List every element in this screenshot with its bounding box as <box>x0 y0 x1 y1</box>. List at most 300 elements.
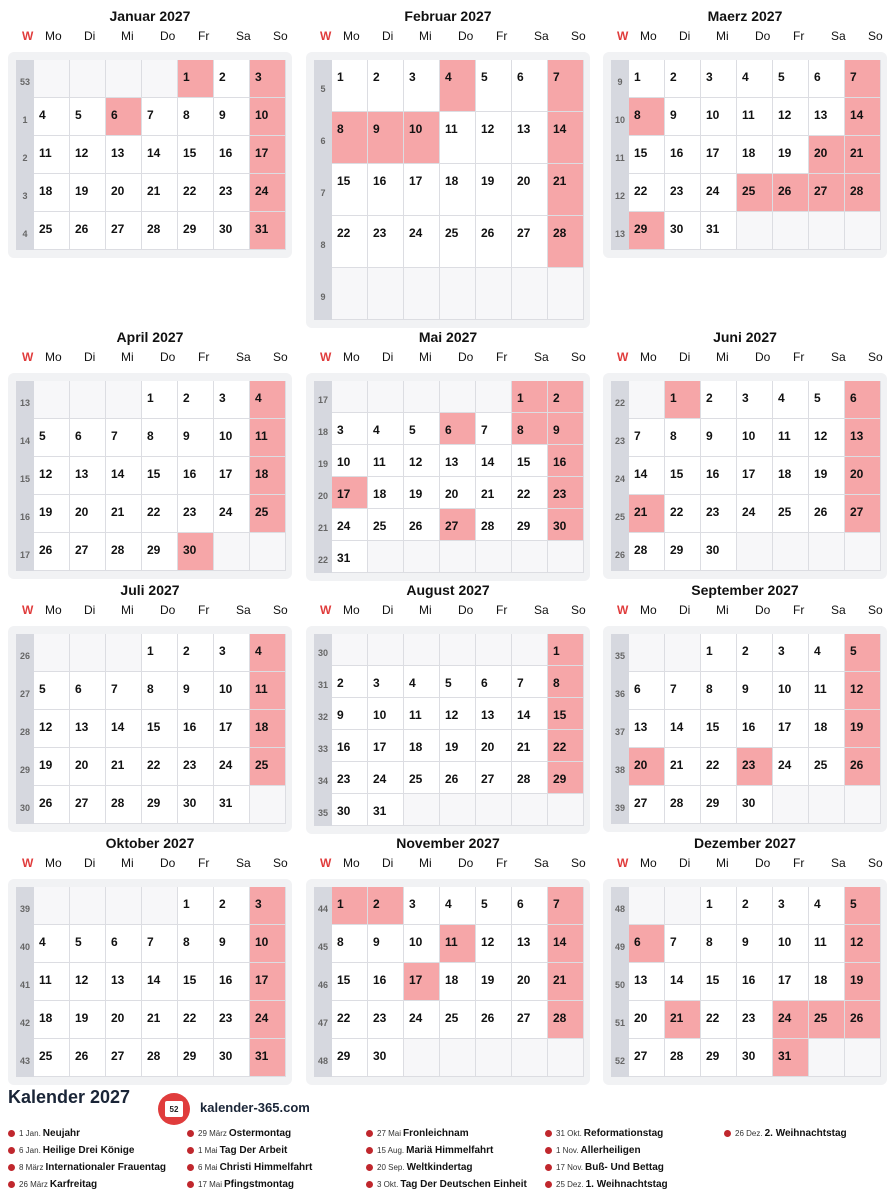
day-cell[interactable] <box>629 925 665 963</box>
day-cell[interactable] <box>809 672 845 710</box>
day-cell[interactable] <box>548 963 584 1001</box>
day-cell[interactable] <box>512 762 548 794</box>
day-cell[interactable] <box>737 672 773 710</box>
day-cell[interactable] <box>737 963 773 1001</box>
day-cell[interactable] <box>106 419 142 457</box>
day-cell[interactable] <box>737 419 773 457</box>
day-cell[interactable] <box>214 963 250 1001</box>
day-cell[interactable] <box>34 1039 70 1077</box>
day-cell[interactable] <box>70 419 106 457</box>
day-cell[interactable] <box>250 963 286 1001</box>
day-cell[interactable] <box>773 457 809 495</box>
day-cell[interactable] <box>178 60 214 98</box>
day-cell[interactable] <box>512 730 548 762</box>
day-cell[interactable] <box>34 174 70 212</box>
day-cell[interactable] <box>737 60 773 98</box>
day-cell[interactable] <box>809 1001 845 1039</box>
day-cell[interactable] <box>809 634 845 672</box>
day-cell[interactable] <box>250 1001 286 1039</box>
day-cell[interactable] <box>548 477 584 509</box>
day-cell[interactable] <box>440 1001 476 1039</box>
day-cell[interactable] <box>629 212 665 250</box>
day-cell[interactable] <box>214 495 250 533</box>
day-cell[interactable] <box>845 457 881 495</box>
day-cell[interactable] <box>845 963 881 1001</box>
day-cell[interactable] <box>70 495 106 533</box>
day-cell[interactable] <box>665 748 701 786</box>
day-cell[interactable] <box>250 136 286 174</box>
day-cell[interactable] <box>809 748 845 786</box>
day-cell[interactable] <box>142 533 178 571</box>
day-cell[interactable] <box>809 381 845 419</box>
day-cell[interactable] <box>701 136 737 174</box>
day-cell[interactable] <box>142 748 178 786</box>
day-cell[interactable] <box>809 963 845 1001</box>
day-cell[interactable] <box>332 794 368 826</box>
day-cell[interactable] <box>512 164 548 216</box>
day-cell[interactable] <box>665 1039 701 1077</box>
day-cell[interactable] <box>214 887 250 925</box>
day-cell[interactable] <box>178 786 214 824</box>
day-cell[interactable] <box>665 925 701 963</box>
day-cell[interactable] <box>548 509 584 541</box>
day-cell[interactable] <box>404 509 440 541</box>
day-cell[interactable] <box>332 1001 368 1039</box>
day-cell[interactable] <box>701 381 737 419</box>
day-cell[interactable] <box>629 1039 665 1077</box>
day-cell[interactable] <box>512 1001 548 1039</box>
day-cell[interactable] <box>440 112 476 164</box>
day-cell[interactable] <box>701 457 737 495</box>
day-cell[interactable] <box>178 533 214 571</box>
day-cell[interactable] <box>548 164 584 216</box>
day-cell[interactable] <box>440 445 476 477</box>
day-cell[interactable] <box>665 495 701 533</box>
day-cell[interactable] <box>512 445 548 477</box>
day-cell[interactable] <box>629 174 665 212</box>
day-cell[interactable] <box>250 212 286 250</box>
day-cell[interactable] <box>845 381 881 419</box>
day-cell[interactable] <box>512 698 548 730</box>
day-cell[interactable] <box>106 1001 142 1039</box>
day-cell[interactable] <box>404 666 440 698</box>
day-cell[interactable] <box>548 381 584 413</box>
day-cell[interactable] <box>440 730 476 762</box>
day-cell[interactable] <box>701 748 737 786</box>
day-cell[interactable] <box>845 672 881 710</box>
day-cell[interactable] <box>178 419 214 457</box>
day-cell[interactable] <box>548 925 584 963</box>
day-cell[interactable] <box>250 887 286 925</box>
day-cell[interactable] <box>701 887 737 925</box>
day-cell[interactable] <box>512 60 548 112</box>
day-cell[interactable] <box>368 413 404 445</box>
day-cell[interactable] <box>332 762 368 794</box>
day-cell[interactable] <box>845 419 881 457</box>
day-cell[interactable] <box>142 136 178 174</box>
day-cell[interactable] <box>142 710 178 748</box>
day-cell[interactable] <box>142 1001 178 1039</box>
day-cell[interactable] <box>665 174 701 212</box>
day-cell[interactable] <box>701 672 737 710</box>
day-cell[interactable] <box>512 666 548 698</box>
day-cell[interactable] <box>214 925 250 963</box>
day-cell[interactable] <box>845 710 881 748</box>
day-cell[interactable] <box>214 1001 250 1039</box>
day-cell[interactable] <box>368 794 404 826</box>
day-cell[interactable] <box>34 1001 70 1039</box>
day-cell[interactable] <box>629 748 665 786</box>
day-cell[interactable] <box>440 925 476 963</box>
day-cell[interactable] <box>178 136 214 174</box>
day-cell[interactable] <box>512 887 548 925</box>
day-cell[interactable] <box>440 477 476 509</box>
day-cell[interactable] <box>34 495 70 533</box>
day-cell[interactable] <box>476 164 512 216</box>
day-cell[interactable] <box>332 445 368 477</box>
day-cell[interactable] <box>106 98 142 136</box>
day-cell[interactable] <box>34 963 70 1001</box>
day-cell[interactable] <box>250 457 286 495</box>
day-cell[interactable] <box>34 136 70 174</box>
day-cell[interactable] <box>332 60 368 112</box>
day-cell[interactable] <box>665 98 701 136</box>
day-cell[interactable] <box>629 1001 665 1039</box>
day-cell[interactable] <box>368 730 404 762</box>
day-cell[interactable] <box>178 887 214 925</box>
day-cell[interactable] <box>476 963 512 1001</box>
day-cell[interactable] <box>142 925 178 963</box>
day-cell[interactable] <box>178 381 214 419</box>
day-cell[interactable] <box>178 457 214 495</box>
day-cell[interactable] <box>476 730 512 762</box>
day-cell[interactable] <box>368 698 404 730</box>
day-cell[interactable] <box>629 672 665 710</box>
day-cell[interactable] <box>701 60 737 98</box>
day-cell[interactable] <box>701 786 737 824</box>
day-cell[interactable] <box>368 762 404 794</box>
day-cell[interactable] <box>476 477 512 509</box>
day-cell[interactable] <box>737 748 773 786</box>
day-cell[interactable] <box>214 174 250 212</box>
day-cell[interactable] <box>368 1039 404 1077</box>
day-cell[interactable] <box>809 136 845 174</box>
day-cell[interactable] <box>773 887 809 925</box>
day-cell[interactable] <box>332 112 368 164</box>
day-cell[interactable] <box>665 60 701 98</box>
day-cell[interactable] <box>629 533 665 571</box>
day-cell[interactable] <box>809 710 845 748</box>
day-cell[interactable] <box>332 887 368 925</box>
day-cell[interactable] <box>178 710 214 748</box>
day-cell[interactable] <box>773 963 809 1001</box>
day-cell[interactable] <box>106 748 142 786</box>
day-cell[interactable] <box>629 60 665 98</box>
day-cell[interactable] <box>250 60 286 98</box>
day-cell[interactable] <box>404 925 440 963</box>
day-cell[interactable] <box>332 164 368 216</box>
day-cell[interactable] <box>701 925 737 963</box>
day-cell[interactable] <box>106 710 142 748</box>
day-cell[interactable] <box>737 710 773 748</box>
day-cell[interactable] <box>440 887 476 925</box>
day-cell[interactable] <box>512 509 548 541</box>
day-cell[interactable] <box>34 98 70 136</box>
day-cell[interactable] <box>178 174 214 212</box>
day-cell[interactable] <box>737 634 773 672</box>
day-cell[interactable] <box>548 762 584 794</box>
calendar-logo-icon[interactable] <box>158 1093 190 1125</box>
day-cell[interactable] <box>214 710 250 748</box>
day-cell[interactable] <box>512 381 548 413</box>
day-cell[interactable] <box>773 672 809 710</box>
day-cell[interactable] <box>737 786 773 824</box>
day-cell[interactable] <box>332 216 368 268</box>
day-cell[interactable] <box>332 413 368 445</box>
day-cell[interactable] <box>34 710 70 748</box>
day-cell[interactable] <box>106 672 142 710</box>
site-link[interactable]: kalender-365.com <box>200 1100 310 1115</box>
day-cell[interactable] <box>214 60 250 98</box>
day-cell[interactable] <box>70 174 106 212</box>
day-cell[interactable] <box>476 762 512 794</box>
day-cell[interactable] <box>368 477 404 509</box>
day-cell[interactable] <box>701 174 737 212</box>
day-cell[interactable] <box>332 925 368 963</box>
day-cell[interactable] <box>142 495 178 533</box>
day-cell[interactable] <box>845 136 881 174</box>
day-cell[interactable] <box>142 786 178 824</box>
day-cell[interactable] <box>773 925 809 963</box>
day-cell[interactable] <box>70 212 106 250</box>
day-cell[interactable] <box>512 963 548 1001</box>
day-cell[interactable] <box>214 457 250 495</box>
day-cell[interactable] <box>404 1001 440 1039</box>
day-cell[interactable] <box>34 419 70 457</box>
day-cell[interactable] <box>250 1039 286 1077</box>
day-cell[interactable] <box>404 445 440 477</box>
day-cell[interactable] <box>512 925 548 963</box>
day-cell[interactable] <box>845 634 881 672</box>
day-cell[interactable] <box>34 457 70 495</box>
day-cell[interactable] <box>737 1039 773 1077</box>
day-cell[interactable] <box>629 495 665 533</box>
day-cell[interactable] <box>34 748 70 786</box>
day-cell[interactable] <box>34 672 70 710</box>
day-cell[interactable] <box>404 413 440 445</box>
day-cell[interactable] <box>70 786 106 824</box>
day-cell[interactable] <box>548 887 584 925</box>
day-cell[interactable] <box>845 495 881 533</box>
day-cell[interactable] <box>214 212 250 250</box>
day-cell[interactable] <box>368 925 404 963</box>
day-cell[interactable] <box>106 136 142 174</box>
day-cell[interactable] <box>404 477 440 509</box>
day-cell[interactable] <box>250 98 286 136</box>
day-cell[interactable] <box>665 533 701 571</box>
day-cell[interactable] <box>214 381 250 419</box>
day-cell[interactable] <box>106 495 142 533</box>
day-cell[interactable] <box>332 730 368 762</box>
day-cell[interactable] <box>142 419 178 457</box>
day-cell[interactable] <box>404 730 440 762</box>
day-cell[interactable] <box>404 698 440 730</box>
day-cell[interactable] <box>178 748 214 786</box>
day-cell[interactable] <box>250 495 286 533</box>
day-cell[interactable] <box>404 887 440 925</box>
day-cell[interactable] <box>476 887 512 925</box>
day-cell[interactable] <box>701 533 737 571</box>
day-cell[interactable] <box>845 174 881 212</box>
day-cell[interactable] <box>773 381 809 419</box>
day-cell[interactable] <box>548 112 584 164</box>
day-cell[interactable] <box>629 419 665 457</box>
day-cell[interactable] <box>70 963 106 1001</box>
day-cell[interactable] <box>737 495 773 533</box>
day-cell[interactable] <box>476 666 512 698</box>
day-cell[interactable] <box>512 477 548 509</box>
day-cell[interactable] <box>142 457 178 495</box>
day-cell[interactable] <box>440 413 476 445</box>
day-cell[interactable] <box>809 174 845 212</box>
day-cell[interactable] <box>214 786 250 824</box>
day-cell[interactable] <box>70 710 106 748</box>
day-cell[interactable] <box>34 533 70 571</box>
day-cell[interactable] <box>548 60 584 112</box>
day-cell[interactable] <box>214 748 250 786</box>
day-cell[interactable] <box>178 495 214 533</box>
day-cell[interactable] <box>701 963 737 1001</box>
day-cell[interactable] <box>34 212 70 250</box>
day-cell[interactable] <box>476 413 512 445</box>
day-cell[interactable] <box>773 174 809 212</box>
day-cell[interactable] <box>845 748 881 786</box>
day-cell[interactable] <box>737 457 773 495</box>
day-cell[interactable] <box>368 666 404 698</box>
day-cell[interactable] <box>476 112 512 164</box>
day-cell[interactable] <box>773 98 809 136</box>
day-cell[interactable] <box>773 419 809 457</box>
day-cell[interactable] <box>368 164 404 216</box>
day-cell[interactable] <box>665 419 701 457</box>
day-cell[interactable] <box>142 212 178 250</box>
day-cell[interactable] <box>737 925 773 963</box>
day-cell[interactable] <box>701 710 737 748</box>
day-cell[interactable] <box>773 1001 809 1039</box>
day-cell[interactable] <box>250 634 286 672</box>
day-cell[interactable] <box>332 1039 368 1077</box>
day-cell[interactable] <box>701 1001 737 1039</box>
day-cell[interactable] <box>665 212 701 250</box>
day-cell[interactable] <box>214 634 250 672</box>
day-cell[interactable] <box>701 419 737 457</box>
day-cell[interactable] <box>440 60 476 112</box>
day-cell[interactable] <box>548 730 584 762</box>
day-cell[interactable] <box>476 1001 512 1039</box>
day-cell[interactable] <box>142 672 178 710</box>
day-cell[interactable] <box>809 495 845 533</box>
day-cell[interactable] <box>737 1001 773 1039</box>
day-cell[interactable] <box>178 672 214 710</box>
day-cell[interactable] <box>332 541 368 573</box>
day-cell[interactable] <box>214 98 250 136</box>
day-cell[interactable] <box>404 762 440 794</box>
day-cell[interactable] <box>440 762 476 794</box>
day-cell[interactable] <box>368 112 404 164</box>
day-cell[interactable] <box>70 748 106 786</box>
day-cell[interactable] <box>773 60 809 98</box>
day-cell[interactable] <box>142 98 178 136</box>
day-cell[interactable] <box>214 136 250 174</box>
day-cell[interactable] <box>106 786 142 824</box>
day-cell[interactable] <box>178 98 214 136</box>
day-cell[interactable] <box>809 925 845 963</box>
day-cell[interactable] <box>70 672 106 710</box>
day-cell[interactable] <box>476 445 512 477</box>
day-cell[interactable] <box>70 136 106 174</box>
day-cell[interactable] <box>142 963 178 1001</box>
day-cell[interactable] <box>440 698 476 730</box>
day-cell[interactable] <box>809 98 845 136</box>
day-cell[interactable] <box>701 212 737 250</box>
day-cell[interactable] <box>70 1001 106 1039</box>
day-cell[interactable] <box>368 1001 404 1039</box>
day-cell[interactable] <box>440 666 476 698</box>
day-cell[interactable] <box>106 174 142 212</box>
day-cell[interactable] <box>70 457 106 495</box>
day-cell[interactable] <box>737 174 773 212</box>
day-cell[interactable] <box>178 1039 214 1077</box>
day-cell[interactable] <box>106 963 142 1001</box>
day-cell[interactable] <box>629 98 665 136</box>
day-cell[interactable] <box>368 887 404 925</box>
day-cell[interactable] <box>548 666 584 698</box>
day-cell[interactable] <box>665 710 701 748</box>
day-cell[interactable] <box>332 509 368 541</box>
day-cell[interactable] <box>845 1001 881 1039</box>
day-cell[interactable] <box>665 381 701 419</box>
day-cell[interactable] <box>404 963 440 1001</box>
day-cell[interactable] <box>737 381 773 419</box>
day-cell[interactable] <box>809 457 845 495</box>
day-cell[interactable] <box>142 1039 178 1077</box>
day-cell[interactable] <box>773 136 809 174</box>
day-cell[interactable] <box>476 216 512 268</box>
day-cell[interactable] <box>368 60 404 112</box>
day-cell[interactable] <box>214 672 250 710</box>
day-cell[interactable] <box>106 533 142 571</box>
day-cell[interactable] <box>70 1039 106 1077</box>
day-cell[interactable] <box>106 457 142 495</box>
day-cell[interactable] <box>142 634 178 672</box>
day-cell[interactable] <box>178 925 214 963</box>
day-cell[interactable] <box>845 98 881 136</box>
day-cell[interactable] <box>250 174 286 212</box>
day-cell[interactable] <box>701 98 737 136</box>
day-cell[interactable] <box>809 419 845 457</box>
day-cell[interactable] <box>845 925 881 963</box>
day-cell[interactable] <box>845 887 881 925</box>
day-cell[interactable] <box>773 1039 809 1077</box>
day-cell[interactable] <box>512 216 548 268</box>
day-cell[interactable] <box>629 457 665 495</box>
day-cell[interactable] <box>665 136 701 174</box>
day-cell[interactable] <box>548 445 584 477</box>
day-cell[interactable] <box>70 533 106 571</box>
day-cell[interactable] <box>548 634 584 666</box>
day-cell[interactable] <box>440 963 476 1001</box>
day-cell[interactable] <box>629 786 665 824</box>
